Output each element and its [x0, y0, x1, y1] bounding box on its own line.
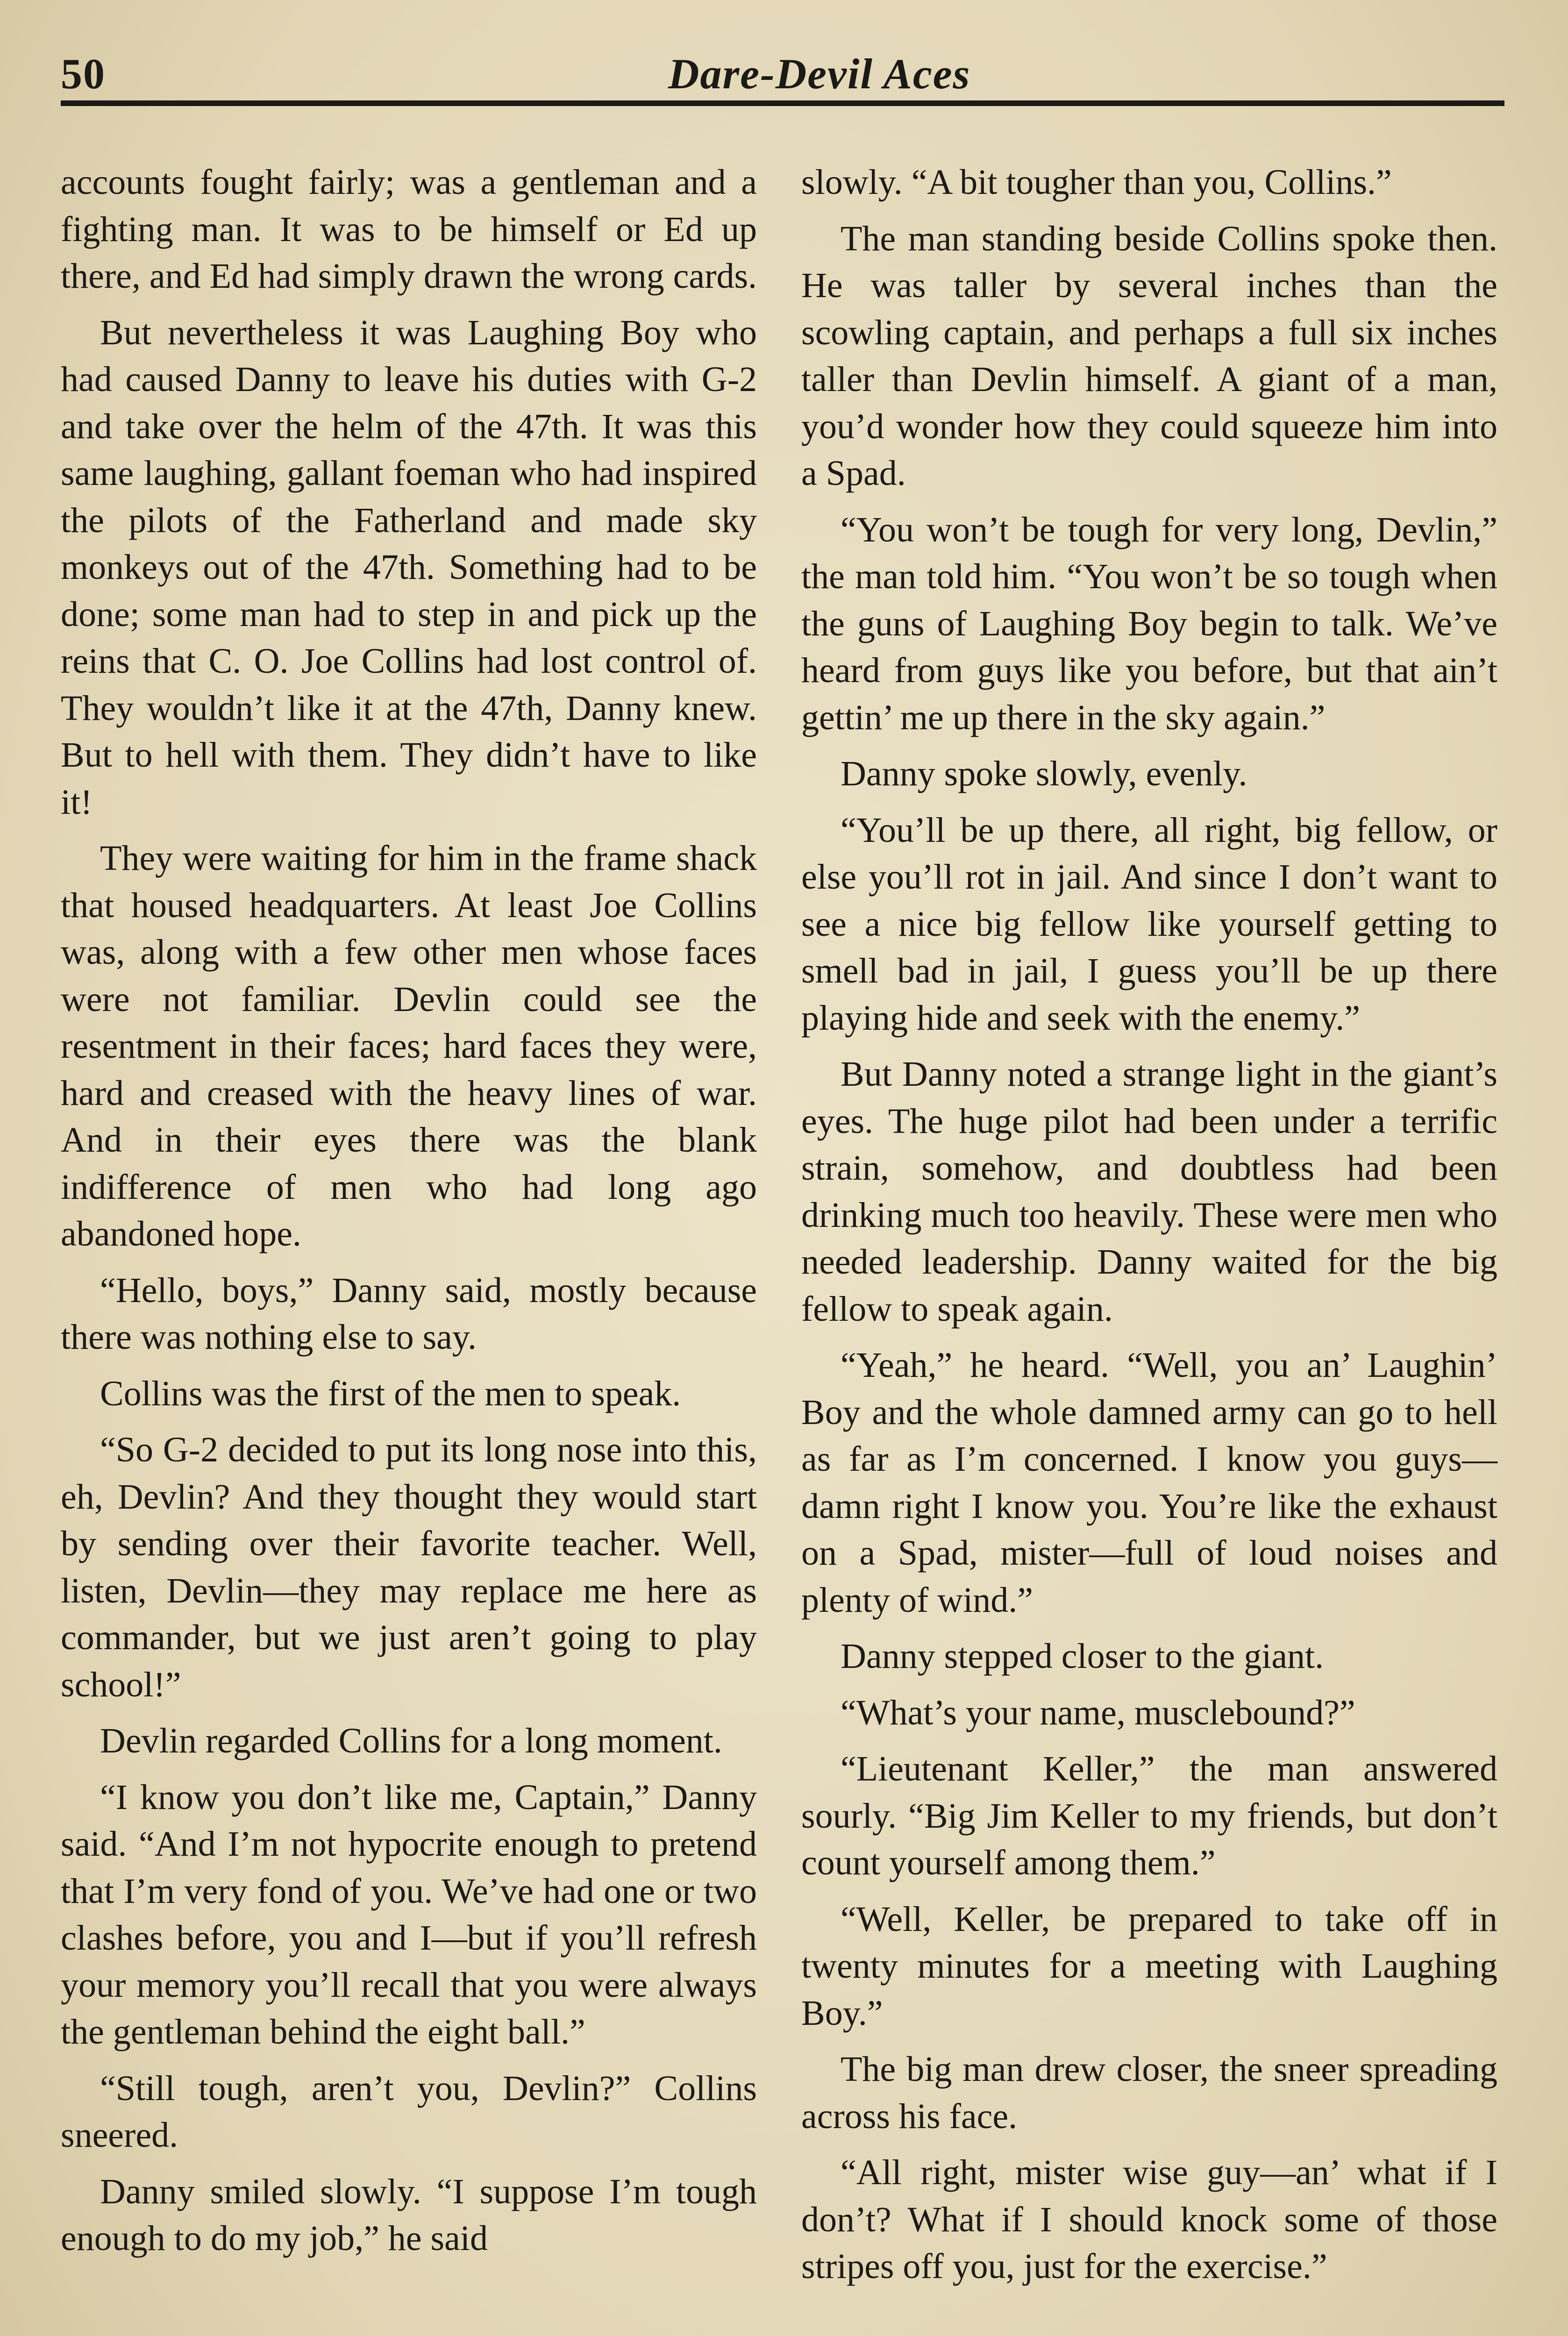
paragraph: Danny smiled slowly. “I suppose I’m tough enough to do my job,” he said	[61, 2172, 757, 2258]
paragraph: But Danny noted a strange light in the giant’s eyes. The huge pilot had been under a terrific strain, somehow, and doubtless had been drinking much too heavily. These were men who needed leadership. Danny waited for the big fellow to speak again.	[801, 1054, 1497, 1329]
paragraph: “Well, Keller, be prepared to take off in twenty minutes for a meeting with Laughing Boy.”	[801, 1899, 1497, 2033]
paragraph: “You won’t be tough for very long, Devlin,” the man told him. “You won’t be so tough when the guns of Laughing Boy begin to talk. We’ve heard from guys like you before, but that ain’t gettin’ me up there in the sky again.”	[801, 510, 1497, 737]
paragraph: Devlin regarded Collins for a long moment.	[100, 1721, 722, 1760]
paragraph: “So G-2 decided to put its long nose into this, eh, Devlin? And they thought they would start by sending over their favorite teacher. Well, listen, Devlin—they may replace me here as commander, but we just aren’t going to play school!”	[61, 1430, 757, 1704]
paragraph: “You’ll be up there, all right, big fellow, or else you’ll rot in jail. And since I don’t want to see a nice big fellow like yourself getting to smell bad in jail, I guess you’ll be up there playing hide and seek with the enemy.”	[801, 810, 1497, 1038]
paragraph: They were waiting for him in the frame shack that housed headquarters. At least Joe Collins was, along with a few other men whose faces were not familiar. Devlin could see the resentment in their faces; hard faces they were, hard and creased with the heavy lines of war. And in their eyes there was the blank indifference of men who had long ago abandoned hope.	[61, 839, 757, 1253]
paragraph: Danny spoke slowly, evenly.	[841, 754, 1247, 793]
header-rule	[61, 100, 1504, 106]
paragraph: accounts fought fairly; was a gentleman and a fighting man. It was to be himself or Ed up there, and Ed had simply drawn the wrong cards.	[61, 163, 757, 296]
paragraph: “I know you don’t like me, Captain,” Danny said. “And I’m not hypocrite enough to pretend that I’m very fond of you. We’ve had one or two clashes before, you and I—but if you’ll refresh your memory you’ll recall that you were always the gentleman behind the eight ball.”	[61, 1777, 757, 2051]
paragraph: But nevertheless it was Laughing Boy who had caused Danny to leave his duties with G-2 and take over the helm of the 47th. It was this same laughing, gallant foeman who had inspired the pilots of the Fatherland and made sky monkeys out of the 47th. Something had to be done; some man had to step in and pick up the reins that C. O. Joe Collins had lost control of. They wouldn’t like it at the 47th, Danny knew. But to hell with them. They didn’t have to like it!	[61, 313, 757, 822]
paragraph: “What’s your name, musclebound?”	[841, 1693, 1355, 1732]
paragraph: “Hello, boys,” Danny said, mostly because there was nothing else to say.	[61, 1270, 757, 1357]
paragraph: The man standing beside Collins spoke then. He was taller by several inches than the scowling captain, and perhaps a full six inches taller than Devlin himself. A giant of a man, you’d wonder how they could squeeze him into a Spad.	[801, 219, 1497, 493]
paragraph: “Yeah,” he heard. “Well, you an’ Laughin’ Boy and the whole damned army can go to hell as far as I’m concerned. I know you guys—damn right I know you. You’re like the exhaust on a Spad, mister—full of loud noises and plenty of wind.”	[801, 1346, 1497, 1620]
right-column	[801, 159, 1497, 2300]
paragraph: “Lieutenant Keller,” the man answered sourly. “Big Jim Keller to my friends, but don’t count yourself among them.”	[801, 1749, 1497, 1882]
paragraph: The big man drew closer, the sneer spreading across his face.	[801, 2050, 1497, 2136]
page-number: 50	[61, 50, 106, 98]
paragraph: “Still tough, aren’t you, Devlin?” Collins sneered.	[61, 2068, 757, 2155]
paragraph: Danny stepped closer to the giant.	[841, 1637, 1324, 1676]
left-column	[61, 159, 757, 2272]
paragraph: “All right, mister wise guy—an’ what if I don’t? What if I should knock some of those stripes off you, just for the exercise.”	[801, 2153, 1497, 2286]
running-title: Dare-Devil Aces	[668, 50, 971, 98]
paragraph: slowly. “A bit tougher than you, Collins.”	[801, 163, 1392, 202]
paragraph: Collins was the first of the men to speak.	[100, 1374, 681, 1413]
page-header	[61, 44, 1504, 105]
